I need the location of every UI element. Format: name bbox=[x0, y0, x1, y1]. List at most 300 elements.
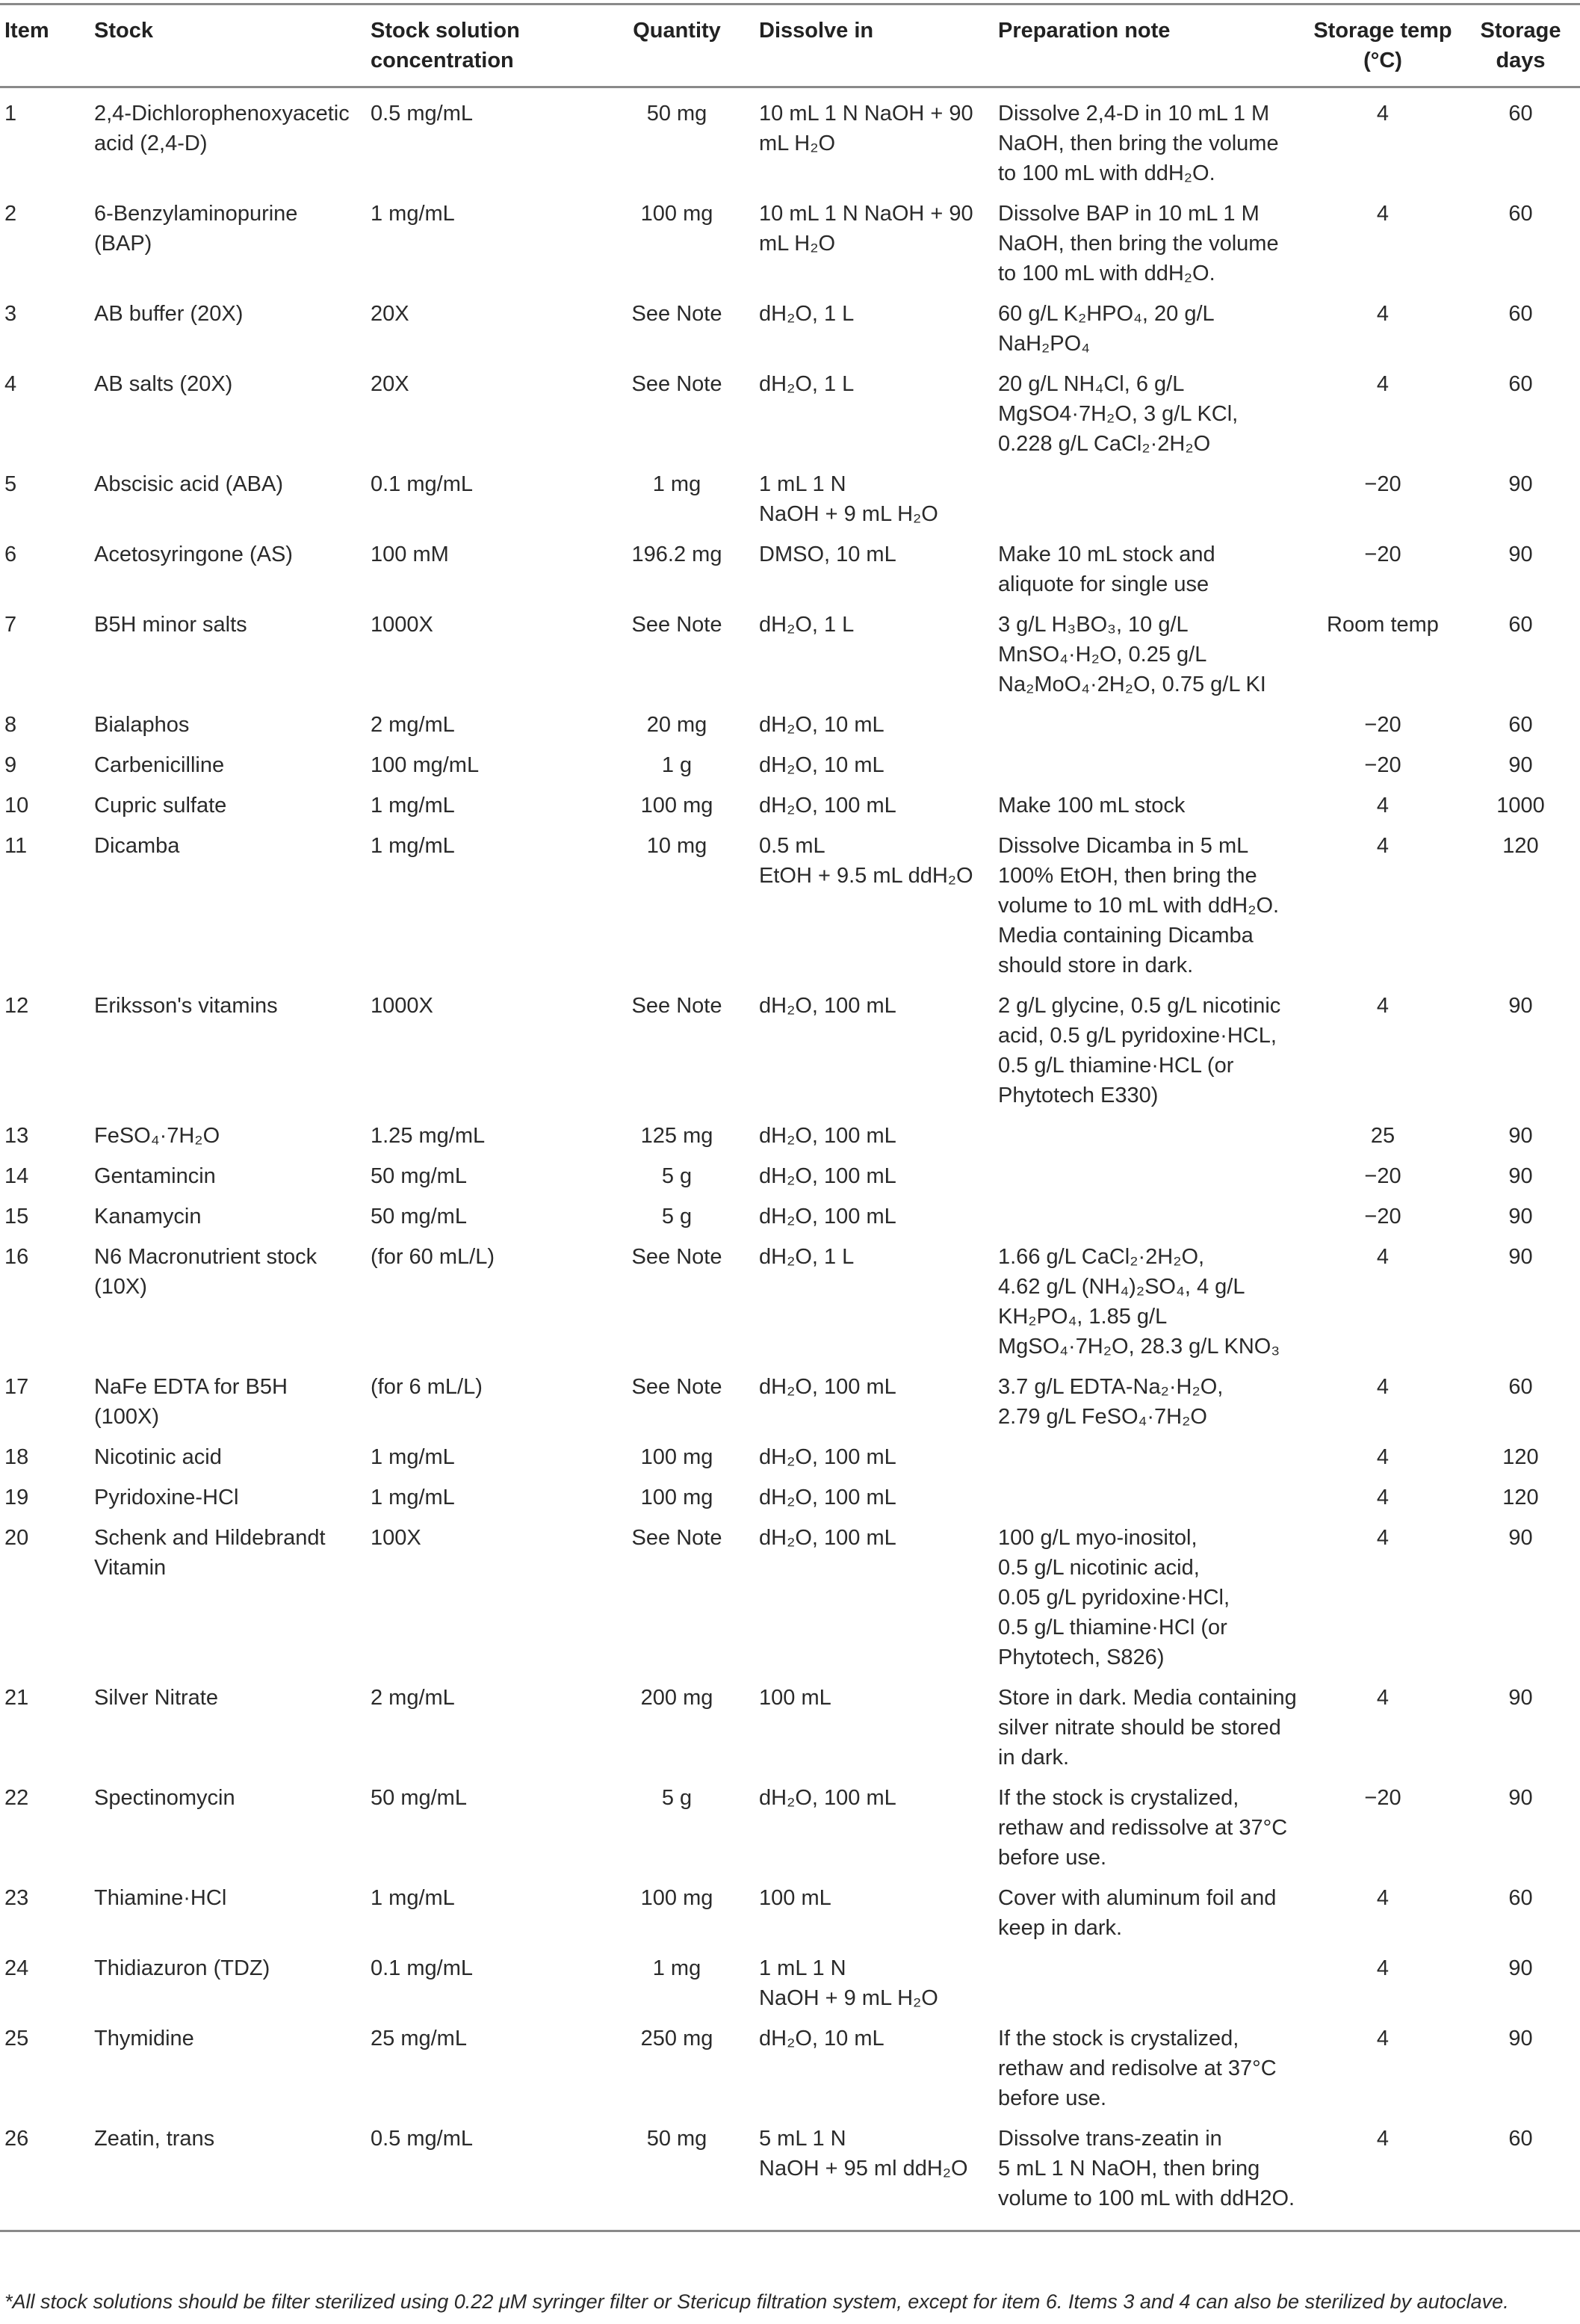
cell-stock-text: Silver Nitrate bbox=[94, 1686, 218, 1710]
cell-item-text: 5 bbox=[4, 472, 17, 496]
table-row bbox=[0, 1518, 1580, 1678]
cell-quantity-text: See Note bbox=[631, 994, 722, 1018]
cell-preparation-note-text: If the stock is crystalized, rethaw and redisolve at 37°C before use. bbox=[998, 2027, 1277, 2110]
cell-item bbox=[0, 1197, 87, 1237]
cell-item bbox=[0, 1478, 87, 1518]
cell-preparation-note-text: Dissolve BAP in 10 mL 1 M NaOH, then bring the volume to 100 mL with ddH₂O. bbox=[998, 202, 1279, 285]
cell-storage-temp bbox=[1304, 986, 1461, 1116]
cell-concentration-text: 1000X bbox=[371, 613, 433, 637]
cell-dissolve-in bbox=[752, 1116, 991, 1157]
cell-dissolve-in bbox=[752, 365, 991, 465]
cell-storage-days bbox=[1461, 1879, 1580, 1949]
cell-storage-temp-text: 4 bbox=[1376, 202, 1390, 226]
cell-stock bbox=[87, 1478, 363, 1518]
cell-concentration-text: 100X bbox=[371, 1526, 421, 1550]
cell-preparation-note bbox=[991, 2119, 1304, 2231]
cell-storage-days-text: 120 bbox=[1502, 1445, 1539, 1469]
cell-dissolve-in-text: dH₂O, 1 L bbox=[759, 302, 855, 326]
cell-preparation-note bbox=[991, 986, 1304, 1116]
cell-preparation-note bbox=[991, 1157, 1304, 1197]
cell-quantity-text: 1 mg bbox=[652, 472, 701, 496]
cell-item-text: 17 bbox=[4, 1375, 29, 1399]
cell-storage-days-text: 90 bbox=[1508, 753, 1533, 777]
cell-dissolve-in-text: dH₂O, 1 L bbox=[759, 372, 855, 396]
cell-stock-text: NaFe EDTA for B5H (100X) bbox=[94, 1375, 288, 1429]
cell-storage-days bbox=[1461, 1157, 1580, 1197]
cell-stock-text: Thiamine·HCl bbox=[94, 1886, 227, 1910]
header-dissolve-in: Dissolve in bbox=[752, 4, 991, 87]
cell-dissolve-in-text: 10 mL 1 N NaOH + 90 mL H₂O bbox=[759, 102, 973, 155]
cell-storage-days-text: 120 bbox=[1502, 834, 1539, 858]
cell-preparation-note bbox=[991, 365, 1304, 465]
cell-dissolve-in-text: dH₂O, 100 mL bbox=[759, 1124, 896, 1148]
cell-storage-days-text: 60 bbox=[1508, 613, 1533, 637]
cell-preparation-note bbox=[991, 1237, 1304, 1367]
cell-storage-days bbox=[1461, 465, 1580, 535]
cell-dissolve-in-text: 1 mL 1 N NaOH + 9 mL H₂O bbox=[759, 472, 938, 526]
cell-concentration-text: 1 mg/mL bbox=[371, 1445, 455, 1469]
cell-stock bbox=[87, 1438, 363, 1478]
cell-storage-temp bbox=[1304, 1438, 1461, 1478]
table-row bbox=[0, 746, 1580, 786]
cell-storage-temp-text: 4 bbox=[1376, 1445, 1390, 1469]
cell-preparation-note-text: Make 100 mL stock bbox=[998, 794, 1186, 818]
cell-dissolve-in-text: 100 mL bbox=[759, 1686, 831, 1710]
cell-dissolve-in-text: dH₂O, 100 mL bbox=[759, 1445, 896, 1469]
cell-storage-days-text: 60 bbox=[1508, 302, 1533, 326]
cell-stock bbox=[87, 87, 363, 195]
cell-dissolve-in bbox=[752, 2019, 991, 2119]
cell-dissolve-in bbox=[752, 826, 991, 986]
cell-preparation-note-text: Cover with aluminum foil and keep in dark. bbox=[998, 1886, 1277, 1940]
cell-concentration-text: 20X bbox=[371, 302, 409, 326]
cell-concentration-text: 50 mg/mL bbox=[371, 1786, 467, 1810]
cell-stock-text: Carbenicilline bbox=[94, 753, 225, 777]
cell-stock-text: Gentamincin bbox=[94, 1164, 216, 1188]
cell-preparation-note bbox=[991, 705, 1304, 746]
cell-item bbox=[0, 986, 87, 1116]
cell-storage-temp bbox=[1304, 1197, 1461, 1237]
cell-concentration bbox=[363, 2119, 602, 2231]
cell-preparation-note-text: If the stock is crystalized, rethaw and redissolve at 37°C before use. bbox=[998, 1786, 1288, 1870]
cell-stock-text: AB salts (20X) bbox=[94, 372, 233, 396]
cell-stock-text: FeSO₄·7H₂O bbox=[94, 1124, 220, 1148]
cell-item bbox=[0, 1778, 87, 1879]
cell-stock-text: Zeatin, trans bbox=[94, 2127, 215, 2151]
cell-item bbox=[0, 1438, 87, 1478]
cell-quantity bbox=[602, 1116, 752, 1157]
cell-quantity bbox=[602, 786, 752, 826]
cell-quantity bbox=[602, 1438, 752, 1478]
cell-preparation-note bbox=[991, 294, 1304, 365]
cell-stock-text: Spectinomycin bbox=[94, 1786, 235, 1810]
cell-dissolve-in bbox=[752, 1157, 991, 1197]
cell-storage-temp-text: 4 bbox=[1376, 1245, 1390, 1269]
cell-item bbox=[0, 1518, 87, 1678]
cell-concentration-text: 1 mg/mL bbox=[371, 794, 455, 818]
cell-preparation-note bbox=[991, 465, 1304, 535]
cell-stock bbox=[87, 194, 363, 294]
cell-quantity-text: 125 mg bbox=[640, 1124, 713, 1148]
cell-concentration-text: 2 mg/mL bbox=[371, 1686, 455, 1710]
cell-item bbox=[0, 1157, 87, 1197]
cell-dissolve-in-text: dH₂O, 1 L bbox=[759, 613, 855, 637]
cell-stock-text: Kanamycin bbox=[94, 1205, 202, 1229]
cell-storage-days-text: 90 bbox=[1508, 1526, 1533, 1550]
cell-stock bbox=[87, 1678, 363, 1778]
table-row bbox=[0, 87, 1580, 195]
cell-dissolve-in-text: dH₂O, 100 mL bbox=[759, 1486, 896, 1509]
header-concentration: Stock solution concentration bbox=[363, 4, 602, 87]
cell-quantity bbox=[602, 1237, 752, 1367]
cell-preparation-note bbox=[991, 1367, 1304, 1438]
cell-quantity-text: 50 mg bbox=[646, 2127, 707, 2151]
cell-dissolve-in-text: dH₂O, 10 mL bbox=[759, 753, 885, 777]
cell-dissolve-in bbox=[752, 1949, 991, 2019]
cell-quantity-text: 100 mg bbox=[640, 1886, 713, 1910]
cell-item bbox=[0, 2019, 87, 2119]
cell-storage-temp-text: −20 bbox=[1364, 1164, 1401, 1188]
cell-concentration bbox=[363, 1157, 602, 1197]
cell-dissolve-in bbox=[752, 746, 991, 786]
cell-concentration bbox=[363, 786, 602, 826]
cell-storage-temp bbox=[1304, 1879, 1461, 1949]
cell-dissolve-in-text: dH₂O, 100 mL bbox=[759, 1526, 896, 1550]
cell-item bbox=[0, 605, 87, 705]
table-row bbox=[0, 465, 1580, 535]
cell-storage-days-text: 60 bbox=[1508, 1886, 1533, 1910]
cell-preparation-note bbox=[991, 1518, 1304, 1678]
cell-dissolve-in-text: 100 mL bbox=[759, 1886, 831, 1910]
table-row bbox=[0, 1438, 1580, 1478]
cell-item-text: 14 bbox=[4, 1164, 29, 1188]
cell-preparation-note-text: 3.7 g/L EDTA-Na₂·H₂O, 2.79 g/L FeSO₄·7H₂O bbox=[998, 1375, 1224, 1429]
cell-quantity-text: 250 mg bbox=[640, 2027, 713, 2051]
cell-preparation-note bbox=[991, 1197, 1304, 1237]
cell-storage-temp bbox=[1304, 194, 1461, 294]
cell-quantity bbox=[602, 365, 752, 465]
cell-quantity-text: 100 mg bbox=[640, 1486, 713, 1509]
cell-storage-days-text: 120 bbox=[1502, 1486, 1539, 1509]
cell-dissolve-in bbox=[752, 1197, 991, 1237]
cell-item bbox=[0, 2119, 87, 2231]
cell-storage-temp-text: 4 bbox=[1376, 372, 1390, 396]
cell-quantity-text: 10 mg bbox=[646, 834, 707, 858]
cell-concentration-text: 0.5 mg/mL bbox=[371, 2127, 473, 2151]
cell-item bbox=[0, 1237, 87, 1367]
cell-quantity-text: See Note bbox=[631, 302, 722, 326]
cell-dissolve-in bbox=[752, 535, 991, 605]
cell-concentration-text: 1 mg/mL bbox=[371, 202, 455, 226]
cell-quantity-text: 1 g bbox=[661, 753, 693, 777]
cell-quantity bbox=[602, 826, 752, 986]
cell-storage-days bbox=[1461, 705, 1580, 746]
cell-dissolve-in-text: dH₂O, 100 mL bbox=[759, 1205, 896, 1229]
cell-stock-text: Schenk and Hildebrandt Vitamin bbox=[94, 1526, 326, 1580]
table-row bbox=[0, 194, 1580, 294]
cell-storage-temp-text: −20 bbox=[1364, 753, 1401, 777]
cell-concentration bbox=[363, 1879, 602, 1949]
cell-storage-days-text: 60 bbox=[1508, 202, 1533, 226]
header-storage-days: Storage days bbox=[1461, 4, 1580, 87]
cell-dissolve-in-text: dH₂O, 10 mL bbox=[759, 713, 885, 737]
cell-concentration bbox=[363, 746, 602, 786]
cell-storage-temp bbox=[1304, 1678, 1461, 1778]
cell-storage-days bbox=[1461, 986, 1580, 1116]
cell-item bbox=[0, 87, 87, 195]
cell-concentration-text: 0.1 mg/mL bbox=[371, 472, 473, 496]
cell-storage-days-text: 60 bbox=[1508, 372, 1533, 396]
cell-item-text: 12 bbox=[4, 994, 29, 1018]
cell-stock bbox=[87, 365, 363, 465]
cell-storage-days-text: 90 bbox=[1508, 1786, 1533, 1810]
cell-quantity bbox=[602, 746, 752, 786]
cell-storage-days-text: 90 bbox=[1508, 1245, 1533, 1269]
cell-storage-days bbox=[1461, 535, 1580, 605]
cell-stock-text: Dicamba bbox=[94, 834, 180, 858]
cell-concentration bbox=[363, 87, 602, 195]
cell-stock bbox=[87, 1237, 363, 1367]
cell-concentration-text: 1.25 mg/mL bbox=[371, 1124, 486, 1148]
cell-stock bbox=[87, 1778, 363, 1879]
cell-item-text: 2 bbox=[4, 202, 17, 226]
cell-quantity bbox=[602, 2119, 752, 2231]
cell-concentration bbox=[363, 1237, 602, 1367]
cell-concentration bbox=[363, 1678, 602, 1778]
cell-stock bbox=[87, 1518, 363, 1678]
cell-storage-temp bbox=[1304, 365, 1461, 465]
cell-quantity-text: 100 mg bbox=[640, 202, 713, 226]
cell-quantity bbox=[602, 605, 752, 705]
header-item: Item bbox=[0, 4, 87, 87]
cell-dissolve-in bbox=[752, 986, 991, 1116]
cell-dissolve-in bbox=[752, 1367, 991, 1438]
cell-concentration-text: 50 mg/mL bbox=[371, 1164, 467, 1188]
cell-concentration bbox=[363, 535, 602, 605]
table-row bbox=[0, 2119, 1580, 2231]
cell-concentration bbox=[363, 826, 602, 986]
table-row bbox=[0, 1778, 1580, 1879]
cell-storage-temp bbox=[1304, 294, 1461, 365]
cell-stock-text: Eriksson's vitamins bbox=[94, 994, 278, 1018]
cell-storage-temp-text: 4 bbox=[1376, 1375, 1390, 1399]
cell-preparation-note bbox=[991, 194, 1304, 294]
cell-item-text: 15 bbox=[4, 1205, 29, 1229]
cell-concentration-text: 0.1 mg/mL bbox=[371, 1956, 473, 1980]
cell-storage-temp-text: −20 bbox=[1364, 713, 1401, 737]
cell-dissolve-in bbox=[752, 705, 991, 746]
cell-dissolve-in-text: 5 mL 1 N NaOH + 95 ml ddH₂O bbox=[759, 2127, 968, 2181]
cell-quantity-text: 5 g bbox=[661, 1786, 693, 1810]
cell-storage-days bbox=[1461, 2119, 1580, 2231]
table-row bbox=[0, 535, 1580, 605]
cell-item bbox=[0, 294, 87, 365]
cell-storage-days bbox=[1461, 826, 1580, 986]
cell-storage-temp bbox=[1304, 1778, 1461, 1879]
cell-storage-days bbox=[1461, 2019, 1580, 2119]
cell-concentration bbox=[363, 294, 602, 365]
cell-storage-temp bbox=[1304, 826, 1461, 986]
table-row bbox=[0, 1197, 1580, 1237]
cell-stock-text: Thymidine bbox=[94, 2027, 194, 2051]
cell-storage-temp bbox=[1304, 1478, 1461, 1518]
cell-storage-days bbox=[1461, 1438, 1580, 1478]
header-storage-temp: Storage temp (°C) bbox=[1304, 4, 1461, 87]
cell-quantity bbox=[602, 1478, 752, 1518]
cell-storage-temp-text: Room temp bbox=[1327, 613, 1439, 637]
cell-preparation-note-text: 20 g/L NH₄Cl, 6 g/L MgSO4·7H₂O, 3 g/L KCl, 0.228 g/L CaCl₂·2H₂O bbox=[998, 372, 1239, 456]
cell-preparation-note bbox=[991, 87, 1304, 195]
cell-storage-temp-text: 4 bbox=[1376, 302, 1390, 326]
cell-storage-days-text: 60 bbox=[1508, 102, 1533, 126]
cell-storage-days bbox=[1461, 1518, 1580, 1678]
cell-storage-days bbox=[1461, 294, 1580, 365]
cell-item-text: 21 bbox=[4, 1686, 29, 1710]
cell-storage-temp bbox=[1304, 1367, 1461, 1438]
cell-item bbox=[0, 1678, 87, 1778]
cell-quantity bbox=[602, 1518, 752, 1678]
cell-preparation-note bbox=[991, 1778, 1304, 1879]
cell-quantity bbox=[602, 87, 752, 195]
cell-item-text: 20 bbox=[4, 1526, 29, 1550]
cell-concentration bbox=[363, 1518, 602, 1678]
cell-dissolve-in-text: dH₂O, 100 mL bbox=[759, 794, 896, 818]
table-row bbox=[0, 1478, 1580, 1518]
cell-storage-temp bbox=[1304, 605, 1461, 705]
cell-item-text: 6 bbox=[4, 543, 17, 566]
cell-storage-temp bbox=[1304, 786, 1461, 826]
cell-preparation-note-text: 2 g/L glycine, 0.5 g/L nicotinic acid, 0.5 g/L pyridoxine·HCL, 0.5 g/L thiamine·HCL (or Phytotech E330) bbox=[998, 994, 1281, 1107]
cell-storage-days bbox=[1461, 1367, 1580, 1438]
cell-concentration bbox=[363, 465, 602, 535]
cell-quantity bbox=[602, 705, 752, 746]
cell-quantity-text: 50 mg bbox=[646, 102, 707, 126]
cell-storage-days-text: 90 bbox=[1508, 994, 1533, 1018]
cell-quantity bbox=[602, 535, 752, 605]
cell-dissolve-in bbox=[752, 1678, 991, 1778]
table-row bbox=[0, 786, 1580, 826]
cell-concentration-text: 1 mg/mL bbox=[371, 834, 455, 858]
table-footnote: *All stock solutions should be filter sterilized using 0.22 μM syringer filter or Stericup filtration system, except for item 6. Items 3 and 4 can also be sterilized by autoclave. bbox=[4, 2290, 1509, 2313]
table-row bbox=[0, 1116, 1580, 1157]
cell-storage-temp-text: −20 bbox=[1364, 1205, 1401, 1229]
cell-quantity bbox=[602, 465, 752, 535]
cell-storage-temp-text: −20 bbox=[1364, 1786, 1401, 1810]
header-quantity: Quantity bbox=[602, 4, 752, 87]
cell-dissolve-in bbox=[752, 194, 991, 294]
cell-stock-text: Pyridoxine-HCl bbox=[94, 1486, 239, 1509]
cell-item-text: 3 bbox=[4, 302, 17, 326]
table-row bbox=[0, 1949, 1580, 2019]
cell-item bbox=[0, 465, 87, 535]
cell-concentration bbox=[363, 1197, 602, 1237]
cell-stock-text: Abscisic acid (ABA) bbox=[94, 472, 284, 496]
cell-storage-temp-text: 4 bbox=[1376, 2027, 1390, 2051]
cell-concentration bbox=[363, 1116, 602, 1157]
table-row bbox=[0, 1367, 1580, 1438]
cell-preparation-note bbox=[991, 786, 1304, 826]
cell-item bbox=[0, 1116, 87, 1157]
cell-concentration bbox=[363, 605, 602, 705]
cell-concentration bbox=[363, 194, 602, 294]
cell-dissolve-in-text: DMSO, 10 mL bbox=[759, 543, 896, 566]
cell-storage-days-text: 90 bbox=[1508, 1164, 1533, 1188]
cell-preparation-note bbox=[991, 826, 1304, 986]
cell-storage-temp bbox=[1304, 746, 1461, 786]
cell-storage-days bbox=[1461, 365, 1580, 465]
table-body bbox=[0, 87, 1580, 2231]
cell-preparation-note-text: Make 10 mL stock and aliquote for single use bbox=[998, 543, 1215, 596]
cell-dissolve-in-text: dH₂O, 1 L bbox=[759, 1245, 855, 1269]
cell-preparation-note-text: 60 g/L K₂HPO₄, 20 g/L NaH₂PO₄ bbox=[998, 302, 1214, 356]
cell-item bbox=[0, 1949, 87, 2019]
cell-storage-temp bbox=[1304, 2019, 1461, 2119]
cell-stock bbox=[87, 1879, 363, 1949]
cell-stock bbox=[87, 705, 363, 746]
cell-concentration bbox=[363, 2019, 602, 2119]
cell-storage-days bbox=[1461, 1478, 1580, 1518]
cell-concentration-text: 20X bbox=[371, 372, 409, 396]
cell-item-text: 8 bbox=[4, 713, 17, 737]
cell-dissolve-in bbox=[752, 87, 991, 195]
table-row bbox=[0, 986, 1580, 1116]
cell-stock bbox=[87, 605, 363, 705]
cell-concentration bbox=[363, 1478, 602, 1518]
cell-stock-text: Cupric sulfate bbox=[94, 794, 227, 818]
table-row bbox=[0, 1678, 1580, 1778]
cell-quantity bbox=[602, 1879, 752, 1949]
cell-dissolve-in bbox=[752, 1478, 991, 1518]
cell-concentration bbox=[363, 365, 602, 465]
cell-preparation-note bbox=[991, 1478, 1304, 1518]
cell-stock-text: Bialaphos bbox=[94, 713, 190, 737]
cell-storage-temp bbox=[1304, 1237, 1461, 1367]
cell-stock-text: Acetosyringone (AS) bbox=[94, 543, 293, 566]
cell-storage-days bbox=[1461, 1237, 1580, 1367]
table-row bbox=[0, 2019, 1580, 2119]
cell-item-text: 4 bbox=[4, 372, 17, 396]
cell-storage-temp-text: 4 bbox=[1376, 1686, 1390, 1710]
cell-quantity bbox=[602, 986, 752, 1116]
cell-storage-temp-text: 4 bbox=[1376, 2127, 1390, 2151]
cell-quantity-text: 200 mg bbox=[640, 1686, 713, 1710]
cell-preparation-note-text: 3 g/L H₃BO₃, 10 g/L MnSO₄·H₂O, 0.25 g/L Na₂MoO₄·2H₂O, 0.75 g/L KI bbox=[998, 613, 1266, 696]
cell-preparation-note-text: 1.66 g/L CaCl₂·2H₂O, 4.62 g/L (NH₄)₂SO₄, 4 g/L KH₂PO₄, 1.85 g/L MgSO₄·7H₂O, 28.3 g/L KNO₃ bbox=[998, 1245, 1280, 1359]
cell-dissolve-in-text: dH₂O, 100 mL bbox=[759, 1786, 896, 1810]
cell-stock-text: N6 Macronutrient stock (10X) bbox=[94, 1245, 317, 1299]
cell-quantity bbox=[602, 1157, 752, 1197]
cell-dissolve-in-text: dH₂O, 10 mL bbox=[759, 2027, 885, 2051]
cell-storage-temp bbox=[1304, 87, 1461, 195]
cell-dissolve-in bbox=[752, 605, 991, 705]
cell-quantity bbox=[602, 1778, 752, 1879]
cell-stock bbox=[87, 2119, 363, 2231]
cell-item bbox=[0, 705, 87, 746]
cell-item-text: 24 bbox=[4, 1956, 29, 1980]
cell-storage-temp-text: 4 bbox=[1376, 994, 1390, 1018]
cell-storage-days-text: 90 bbox=[1508, 1956, 1533, 1980]
cell-concentration bbox=[363, 705, 602, 746]
cell-stock-text: B5H minor salts bbox=[94, 613, 247, 637]
table-row bbox=[0, 705, 1580, 746]
cell-dissolve-in bbox=[752, 2119, 991, 2231]
cell-storage-temp-text: 4 bbox=[1376, 1526, 1390, 1550]
cell-item-text: 11 bbox=[4, 834, 28, 858]
cell-quantity bbox=[602, 1197, 752, 1237]
cell-preparation-note bbox=[991, 1678, 1304, 1778]
cell-storage-temp-text: −20 bbox=[1364, 543, 1401, 566]
cell-item-text: 26 bbox=[4, 2127, 29, 2151]
